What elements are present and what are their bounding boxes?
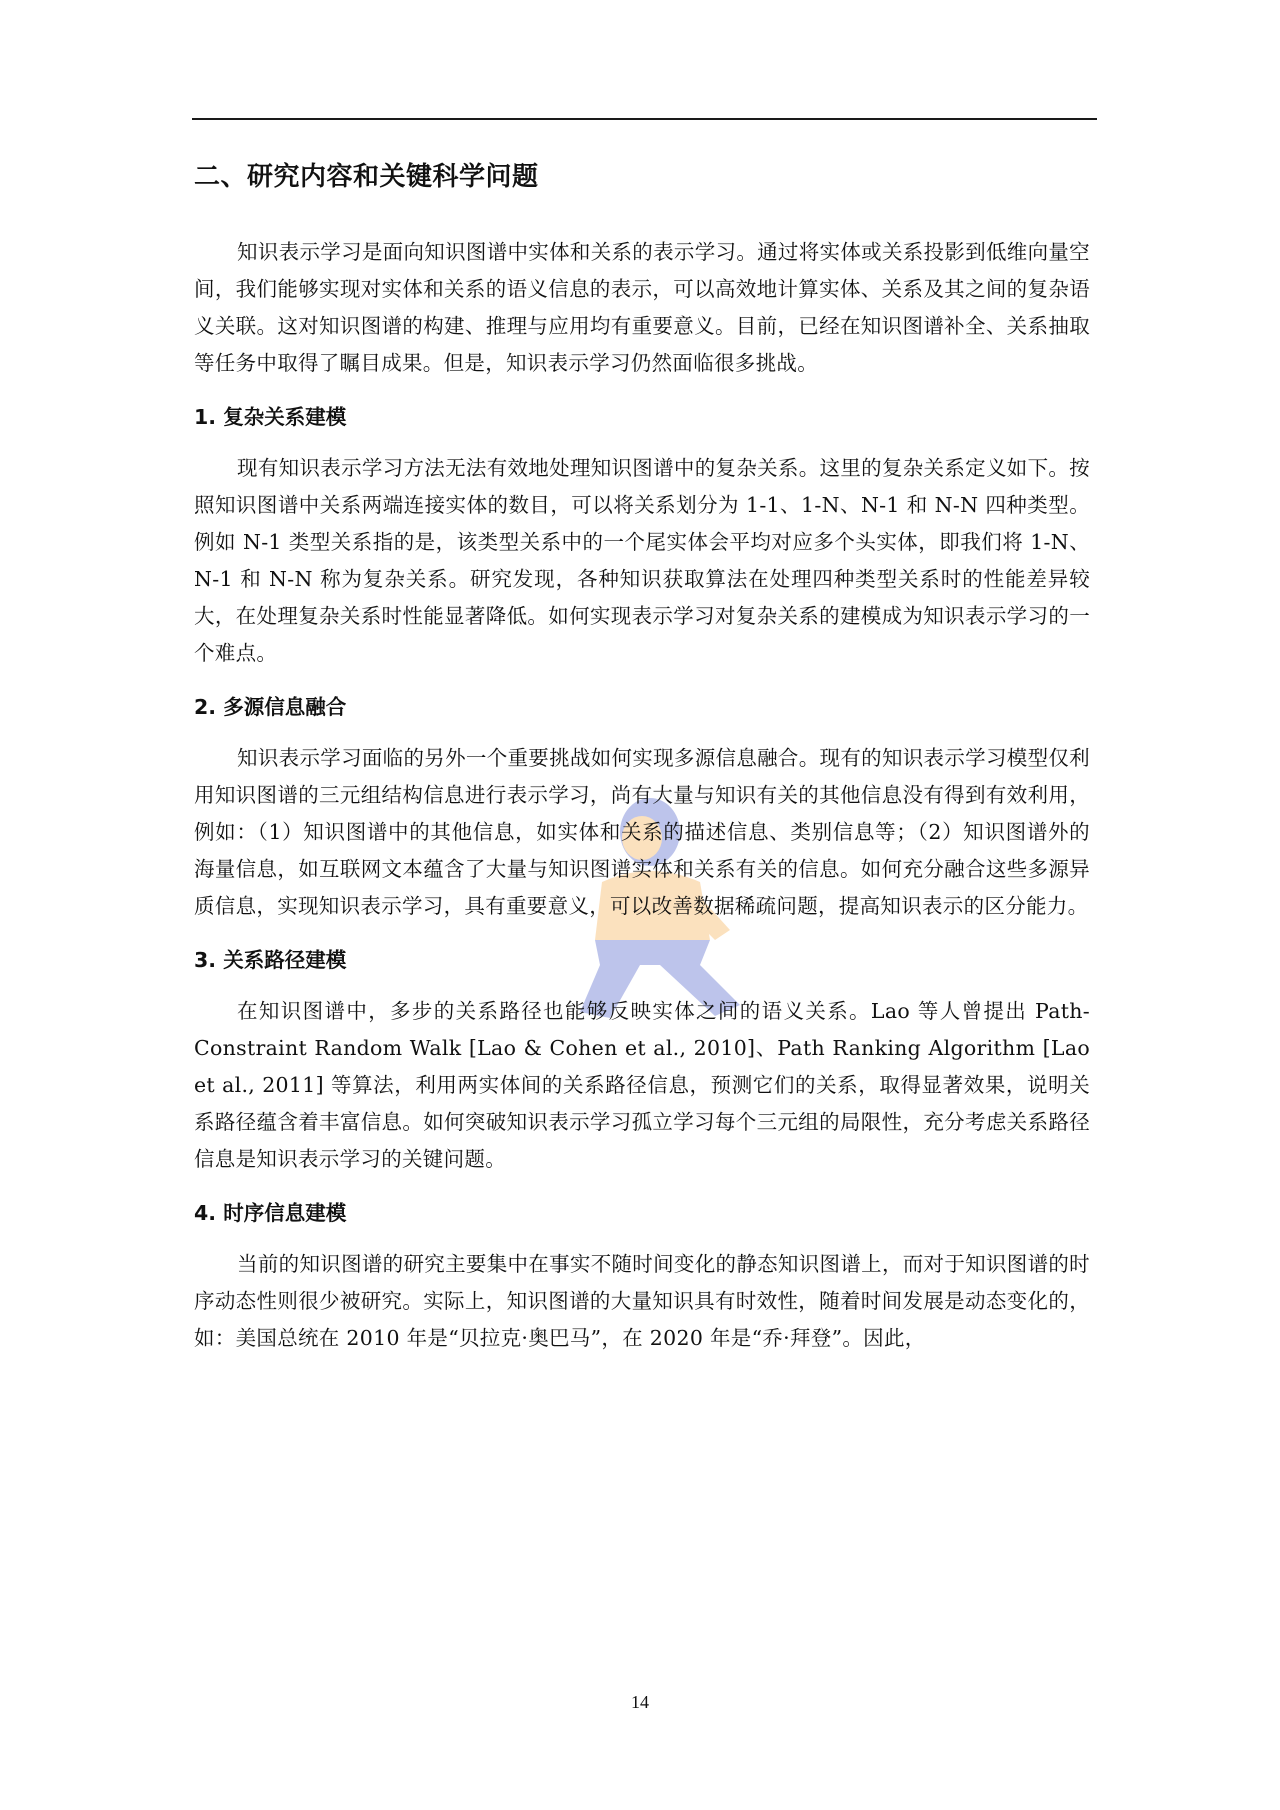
page-number: 14 <box>631 1692 649 1712</box>
subsection-body-temporal-info: 当前的知识图谱的研究主要集中在事实不随时间变化的静态知识图谱上，而对于知识图谱的时序动态性则很少被研究。实际上，知识图谱的大量知识具有时效性，随着时间发展是动态变化的，如：美国总统在 2010 年是“贝拉克·奥巴马”，在 2020 年是“乔·拜登”。因此， <box>194 1252 1090 1350</box>
subsection-body-complex-relations: 现有知识表示学习方法无法有效地处理知识图谱中的复杂关系。这里的复杂关系定义如下。按照知识图谱中关系两端连接实体的数目，可以将关系划分为 1-1、1-N、N-1 和 N-N 四种类型。例如 N-1 类型关系指的是，该类型关系中的一个尾实体会平均对应多个头实体，即我们将 1-N、N-1 和 N-N 称为复杂关系。研究发现，各种知识获取算法在处理四种类型关系时的性能差异较大，在处理复杂关系时性能显著降低。如何实现表示学习对复杂关系的建模成为知识表示学习的一个难点。 <box>194 456 1090 665</box>
intro-paragraph: 知识表示学习是面向知识图谱中实体和关系的表示学习。通过将实体或关系投影到低维向量空间，我们能够实现对实体和关系的语义信息的表示，可以高效地计算实体、关系及其之间的复杂语义关联。这对知识图谱的构建、推理与应用均有重要意义。目前，已经在知识图谱补全、关系抽取等任务中取得了瞩目成果。但是，知识表示学习仍然面临很多挑战。 <box>194 240 1090 375</box>
subsection-body-multisource-fusion: 知识表示学习面临的另外一个重要挑战如何实现多源信息融合。现有的知识表示学习模型仅利用知识图谱的三元组结构信息进行表示学习，尚有大量与知识有关的其他信息没有得到有效利用，例如：（1）知识图谱中的其他信息，如实体和关系的描述信息、类别信息等；（2）知识图谱外的海量信息，如互联网文本蕴含了大量与知识图谱实体和关系有关的信息。如何充分融合这些多源异质信息，实现知识表示学习，具有重要意义，可以改善数据稀疏问题，提高知识表示的区分能力。 <box>194 746 1090 918</box>
subsection-title-temporal-info: 4. 时序信息建模 <box>194 1201 347 1225</box>
main-content <box>194 160 1090 1357</box>
header-rule <box>192 118 1097 120</box>
subsection-title-relation-path: 3. 关系路径建模 <box>194 948 347 972</box>
subsection-body-relation-path: 在知识图谱中，多步的关系路径也能够反映实体之间的语义关系。Lao 等人曾提出 Path-Constraint Random Walk [Lao & Cohen et al., 2010]、Path Ranking Algorithm [Lao et al., 2011] 等算法，利用两实体间的关系路径信息，预测它们的关系，取得显著效果，说明关系路径蕴含着丰富信息。如何突破知识表示学习孤立学习每个三元组的局限性，充分考虑关系路径信息是知识表示学习的关键问题。 <box>194 999 1090 1171</box>
section-title: 二、研究内容和关键科学问题 <box>194 162 539 192</box>
subsection-title-multisource-fusion: 2. 多源信息融合 <box>194 695 347 719</box>
subsection-title-complex-relations: 1. 复杂关系建模 <box>194 405 347 429</box>
